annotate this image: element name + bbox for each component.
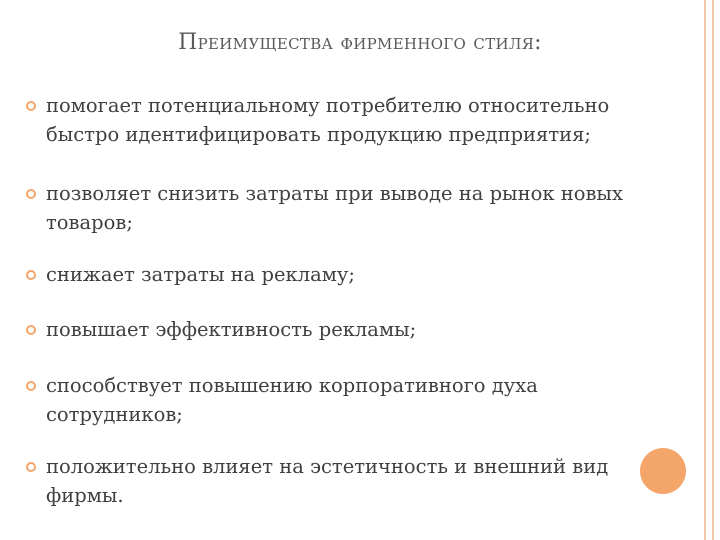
bullet-icon (26, 270, 36, 280)
bullet-text: положительно влияет на эстетичность и внешний вид фирмы. (46, 455, 609, 507)
bullet-text: позволяет снизить затраты при выводе на рынок новых товаров; (46, 182, 623, 234)
slide-title: Преимущества фирменного стиля: (178, 30, 542, 55)
orange-circle-decoration (640, 448, 686, 494)
bullet-text: помогает потенциальному потребителю относительно быстро идентифицировать продукцию предприятия; (46, 94, 610, 146)
bullet-text: снижает затраты на рекламу; (46, 263, 355, 286)
bullet-icon (26, 462, 36, 472)
bullet-icon (26, 325, 36, 335)
bullet-text: повышает эффективность рекламы; (46, 318, 417, 341)
bullet-text: способствует повышению корпоративного духа сотрудников; (46, 374, 538, 426)
bullet-icon (26, 189, 36, 199)
bullet-icon (26, 381, 36, 391)
bullet-icon (26, 101, 36, 111)
